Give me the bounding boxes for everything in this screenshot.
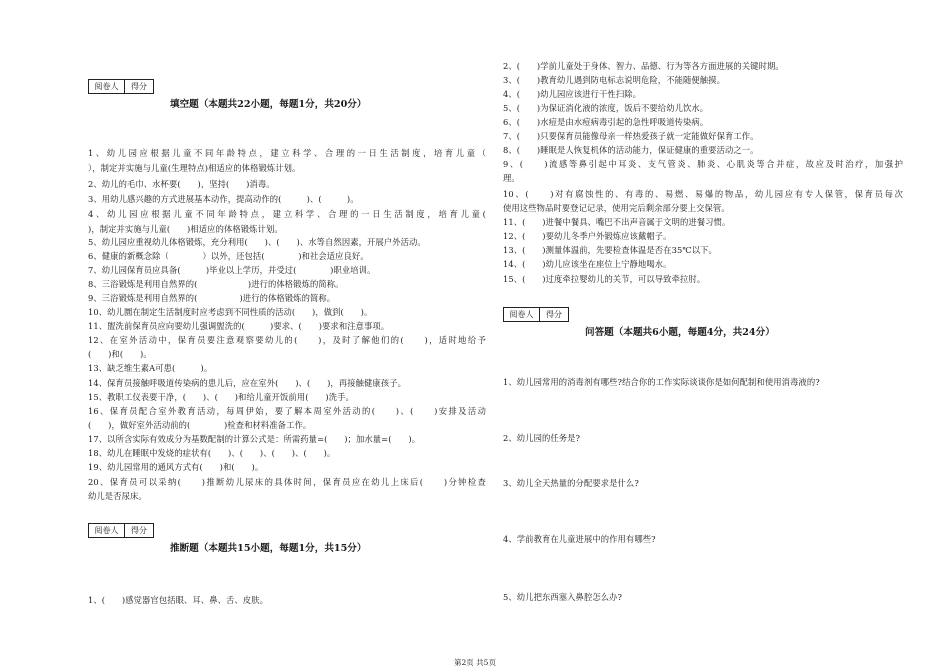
fill-line-1: 1、幼儿园应根据儿童不同年龄特点，建立科学、合理的一日生活制度，培育儿童（ [88, 148, 486, 158]
judge-line-6: 6、( )水痘是由水痘病毒引起的急性呼吸道传染病。 [503, 117, 709, 127]
qa-question-2: 2、幼儿园的任务是? [503, 433, 581, 443]
fill-line-23: 19、幼儿园常用的通风方式有( )和( )。 [88, 462, 264, 472]
fill-line-6: )，制定并实施与儿童( )相适应的体格锻炼计划。 [88, 224, 283, 234]
judge-line-13: 13、( )测量体温前，先要检查体温是否在35℃以下。 [503, 245, 717, 255]
fill-line-22: 18、幼儿在睡眠中发烧的症状有( )、( )、( )、( )。 [88, 448, 336, 458]
qa-question-5: 5、幼儿把东西塞入鼻腔怎么办? [503, 592, 623, 602]
judge-line-10-cont: 使用这些物品时要登记记录，使用完后剩余部分要上交保管。 [503, 203, 730, 213]
page-footer: 第2页 共5页 [454, 658, 496, 667]
fill-line-4: 3、用幼儿感兴趣的方式进展基本动作，提高动作的( )、( )。 [88, 194, 359, 204]
fill-line-20: ( )，做好室外活动前的( )检查和材料准备工作。 [88, 420, 312, 430]
fill-line-19: 16、保育员配合室外教育活动，每周伊始，要了解本周室外活动的( )、( )安排及活动 [88, 406, 486, 416]
judge-line-12: 12、( )要幼儿冬季户外锻炼应该戴帽子。 [503, 231, 672, 241]
judge-line-11: 11、( )进餐中餐具、嘴巴不出声音属于文明的进餐习惯。 [503, 217, 731, 227]
judge-line-9: 9、( )流感等鼻引起中耳炎、支气管炎、肺炎、心肌炎等合并症，故应及时治疗，加强护 [503, 159, 903, 169]
judge-section-title: 推断题（本题共15小题，每题1分，共15分） [170, 543, 367, 554]
judge-score-box [88, 523, 154, 538]
score-label: 得分 [539, 308, 568, 321]
fill-score-underline [88, 93, 151, 94]
qa-question-1: 1、幼儿园常用的消毒剂有哪些?结合你的工作实际谈谈你是如何配制和使用消毒液的? [503, 377, 820, 387]
qa-score-box [503, 307, 569, 322]
fill-line-8: 6、健康的新概念除（ ）以外，还包括( )和社会适应良好。 [88, 251, 369, 261]
qa-section-title: 问答题（本题共6小题，每题4分，共24分） [585, 327, 775, 338]
judge-line-3: 3、( )教育幼儿遇到防电标志说明危险，不能随便触摸。 [503, 75, 725, 85]
score-label: 得分 [124, 524, 153, 537]
judge-line-14: 14、( )幼儿应该坐在座位上宁静地喝水。 [503, 259, 672, 269]
judge-line-10: 10、( )对有腐蚀性的、有毒的、易燃、易爆的物品，幼儿园应有专人保管，保育员每次 [503, 189, 903, 199]
fill-line-9: 7、幼儿园保育员应具备( )毕业以上学历，并受过( )职业培训。 [88, 265, 376, 275]
fill-line-14: 12、在室外活动中，保育员要注意观察要幼儿的( )，及时了解他们的( )，适时地给予 [88, 335, 486, 345]
qa-question-4: 4、学前教育在儿童进展中的作用有哪些? [503, 534, 656, 544]
judge-line-7: 7、( )只要保育员能像母亲一样热爱孩子就一定能做好保育工作。 [503, 131, 759, 141]
fill-line-13: 11、盥洗前保育员应向要幼儿强调盥洗的( )要求、( )要求和注意事项。 [88, 321, 390, 331]
fill-line-16: 13、缺乏维生素A可患( )。 [88, 363, 213, 373]
fill-line-25: 幼儿是否尿床。 [88, 491, 147, 501]
judge-line-1: 1、( )感觉器官包括眼、耳、鼻、舌、皮肤。 [88, 595, 268, 605]
qa-question-3: 3、幼儿全天热量的分配要求是什么? [503, 478, 639, 488]
fill-line-15: ( )和( )。 [88, 349, 152, 359]
fill-line-12: 10、幼儿圜在制定生活制度时应考虑到不同性质的活动( )，做到( )。 [88, 307, 373, 317]
grader-label: 阅卷人 [94, 82, 119, 91]
fill-line-24: 20、保育员可以采纳( )推断幼儿尿床的具体时间，保育员应在幼儿上床后( )分钟检查 [88, 477, 486, 487]
fill-line-7: 5、幼儿园应重视幼儿体格锻炼，充分利用( )、( )、水等自然因素，开展户外活动。 [88, 237, 426, 247]
judge-line-15: 15、( )过度牵拉婴幼儿的关节，可以导致牵拉肘。 [503, 274, 706, 284]
fill-line-10: 8、三浴锻炼是利用自然界的( )进行的体格锻炼的简称。 [88, 279, 344, 289]
grader-label: 阅卷人 [94, 526, 119, 535]
fill-line-21: 17、以所含实际有效成分为基数配制的计算公式是：所需药量=( )；加水量=( )。 [88, 434, 421, 444]
grader-label: 阅卷人 [509, 310, 534, 319]
fill-line-3: 2、幼儿的毛巾、水杯要( )，坚持( )消毒。 [88, 179, 275, 189]
fill-line-11: 9、三浴锻炼是利用自然界的( )进行的体格锻炼的简称。 [88, 293, 336, 303]
judge-line-4: 4、( )幼儿园应该进行干性扫除。 [503, 89, 642, 99]
judge-line-8: 8、( )睡眠是人恢复机体的活动能力，保证健康的重要活动之一。 [503, 145, 759, 155]
fill-line-5: 4、幼儿园应根据儿童不同年龄特点，建立科学、合理的一日生活制度，培育儿童( [88, 209, 486, 219]
fill-section-title: 填空题（本题共22小题，每题1分，共20分） [170, 99, 367, 110]
judge-line-5: 5、( )为保证消化液的浓度，饭后不要给幼儿饮水。 [503, 103, 709, 113]
fill-line-2: ），制定并实施与儿童(生理特点)相适应的体格锻炼计划。 [88, 163, 301, 173]
judge-line-2: 2、( )学前儿童处于身体、智力、品德、行为等各方面进展的关键时期。 [503, 61, 784, 71]
fill-line-18: 15、教职工仪表要干净，( )、( )和给儿童开饭前用( )洗手。 [88, 392, 354, 402]
score-label: 得分 [124, 80, 153, 93]
qa-score-underline [503, 321, 566, 322]
judge-line-9-cont: 理。 [503, 173, 520, 183]
fill-line-17: 14、保育员接触呼吸道传染病的患儿后，应在室外( )、( )，再接触健康孩子。 [88, 378, 406, 388]
fill-score-box [88, 79, 154, 94]
judge-score-underline [88, 537, 151, 538]
